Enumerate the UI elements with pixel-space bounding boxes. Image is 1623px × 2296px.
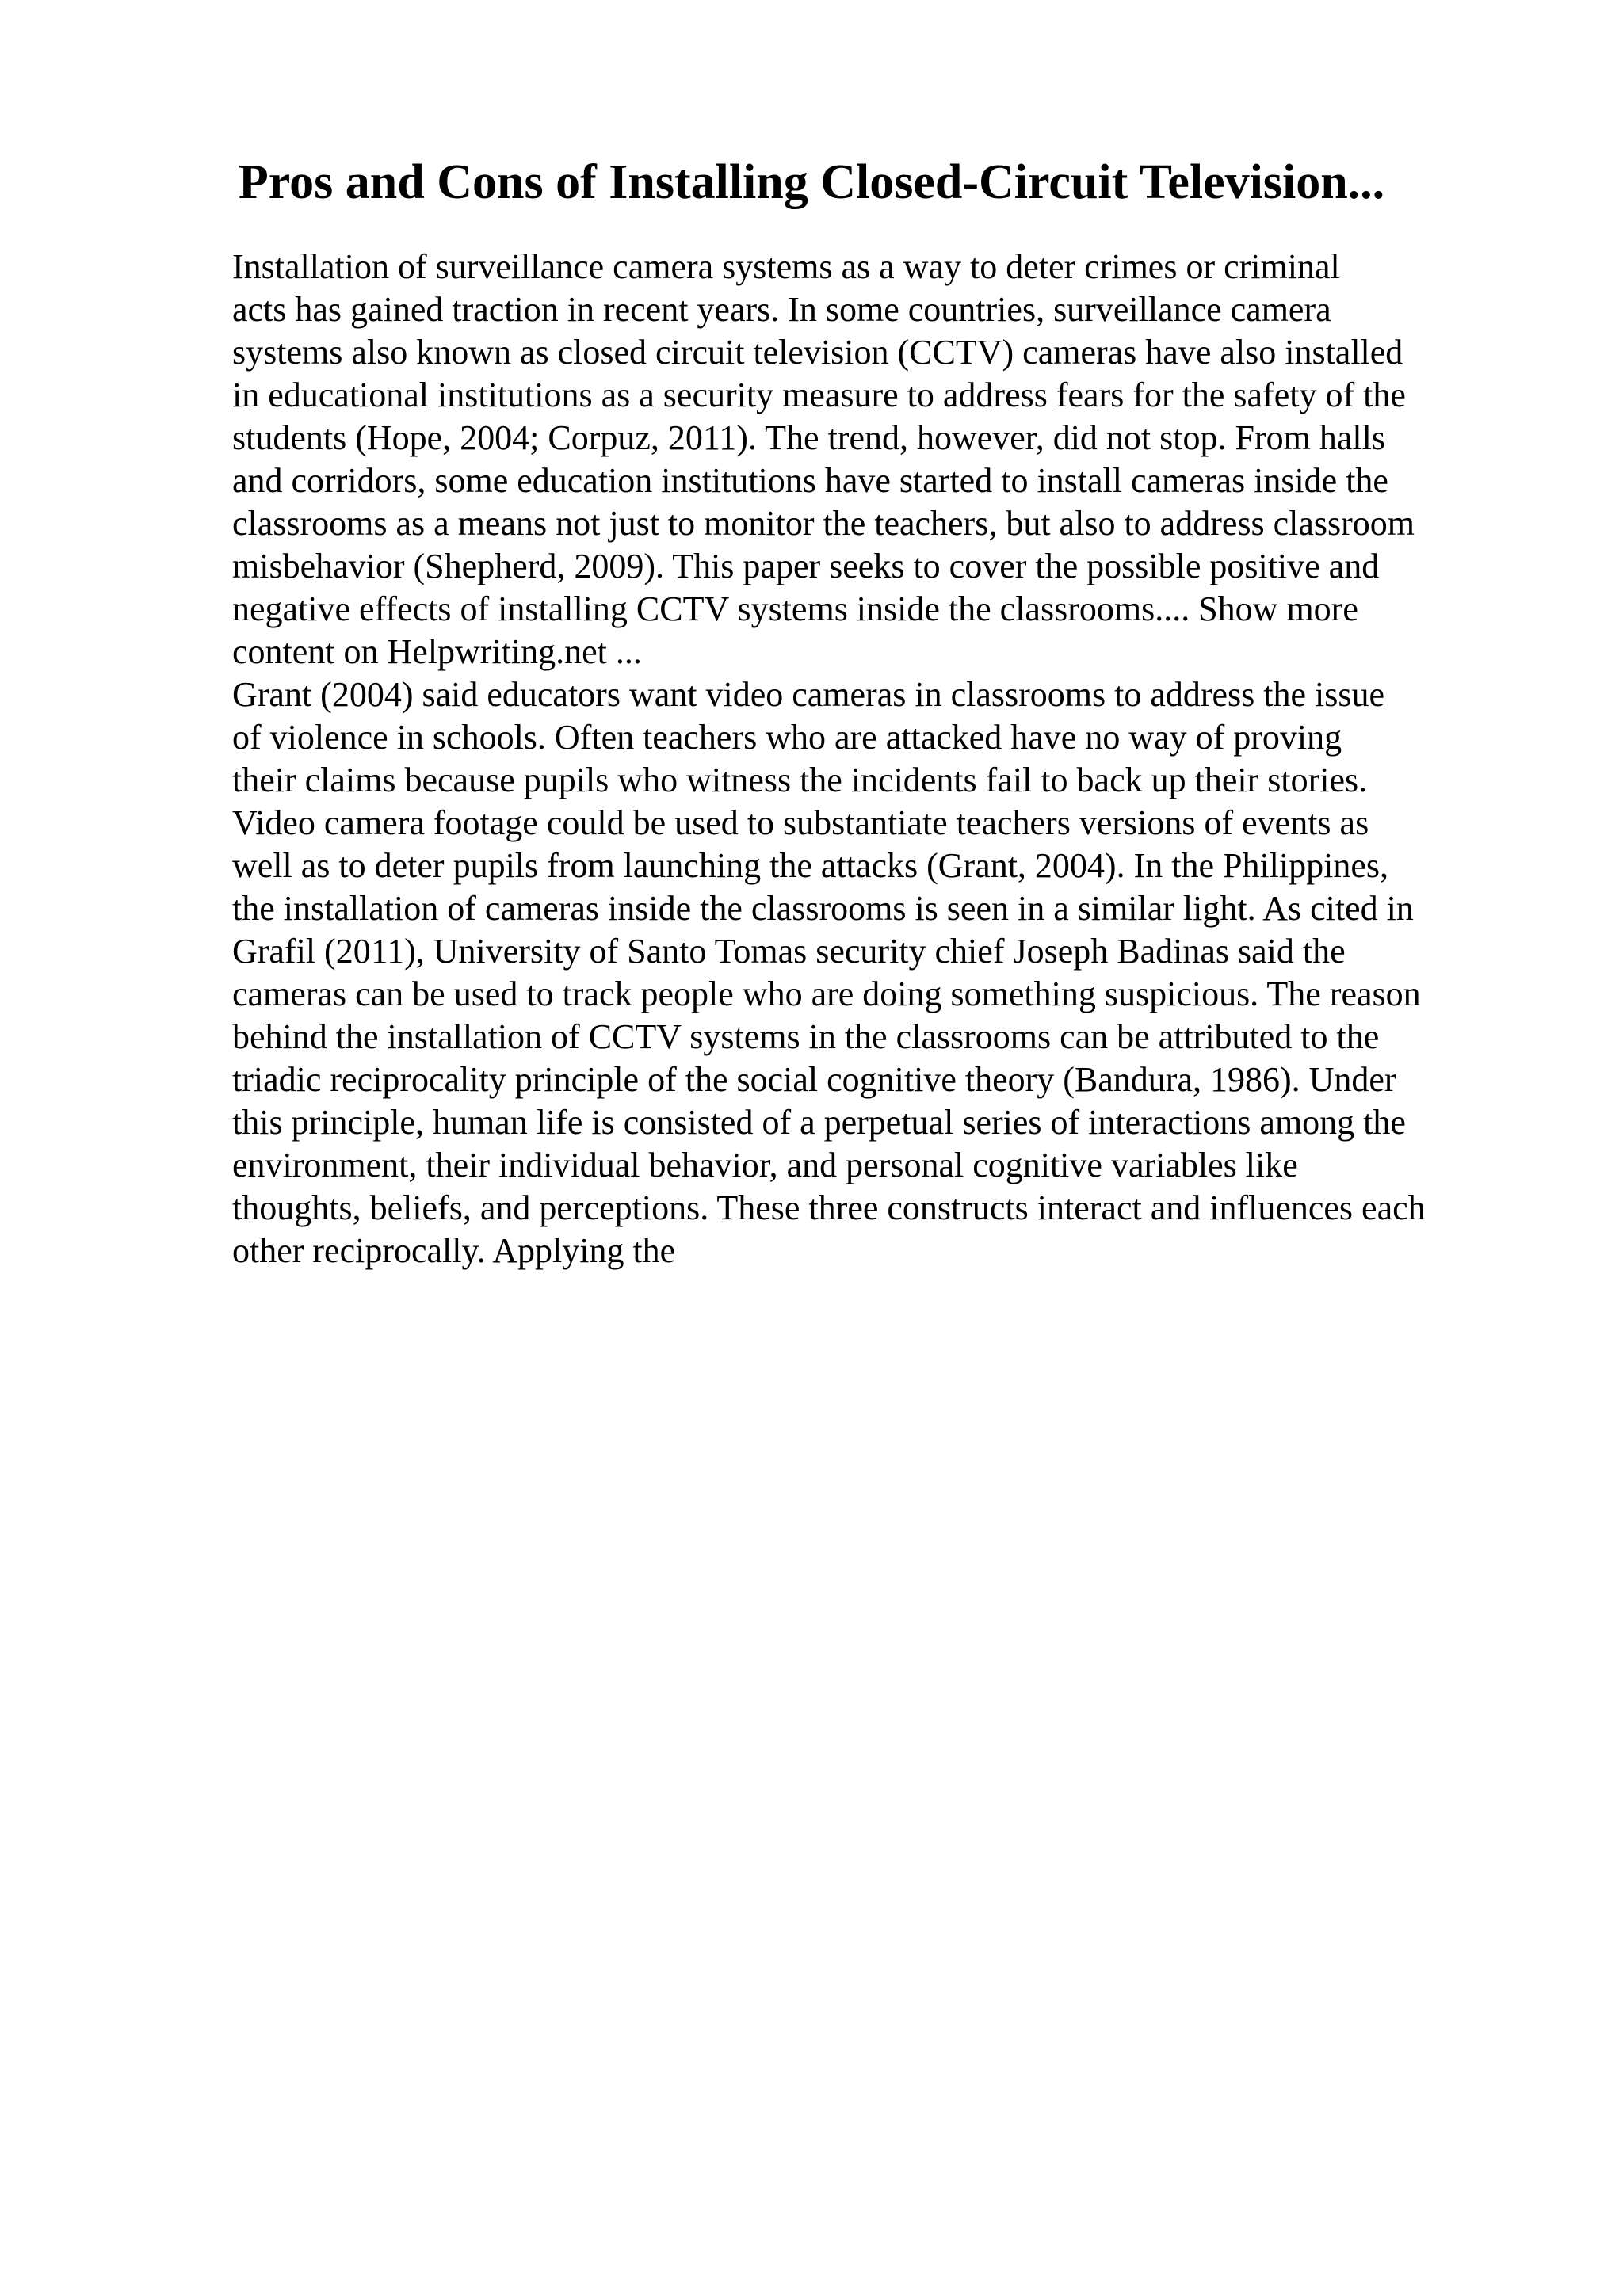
body-line: the installation of cameras inside the classrooms is seen in a similar light. As cited in [232, 889, 1414, 928]
body-line: acts has gained traction in recent years. In some countries, surveillance camera [232, 290, 1331, 329]
body-line: thoughts, beliefs, and perceptions. These three constructs interact and influences each [232, 1188, 1426, 1227]
body-line: other reciprocally. Applying the [232, 1231, 676, 1270]
body-line: Grant (2004) said educators want video cameras in classrooms to address the issue [232, 675, 1385, 714]
body-line: misbehavior (Shepherd, 2009). This paper seeks to cover the possible positive and [232, 547, 1380, 585]
body-line: systems also known as closed circuit television (CCTV) cameras have also installed [232, 333, 1403, 372]
body-line: negative effects of installing CCTV systems inside the classrooms.... Show more [232, 589, 1358, 628]
body-line: triadic reciprocality principle of the social cognitive theory (Bandura, 1986). Under [232, 1060, 1396, 1099]
body-line: students (Hope, 2004; Corpuz, 2011). The trend, however, did not stop. From halls [232, 418, 1385, 457]
body-line: their claims because pupils who witness the incidents fail to back up their stories. [232, 761, 1368, 799]
body-line: environment, their individual behavior, and personal cognitive variables like [232, 1146, 1298, 1184]
body-line: content on Helpwriting.net ... [232, 632, 642, 671]
body-line: of violence in schools. Often teachers who are attacked have no way of proving [232, 718, 1342, 757]
document-title: Pros and Cons of Installing Closed-Circuit Television... [238, 155, 1385, 209]
body-line: cameras can be used to track people who are doing something suspicious. The reason [232, 974, 1421, 1013]
body-line: classrooms as a means not just to monitor the teachers, but also to address classroom [232, 504, 1415, 543]
body-line: behind the installation of CCTV systems in the classrooms can be attributed to the [232, 1017, 1380, 1056]
body-line: this principle, human life is consisted of a perpetual series of interactions among the [232, 1103, 1406, 1142]
body-line: Installation of surveillance camera systems as a way to deter crimes or criminal [232, 247, 1340, 286]
body-line: and corridors, some education institutions have started to install cameras inside the [232, 461, 1388, 500]
body-line: Grafil (2011), University of Santo Tomas security chief Joseph Badinas said the [232, 932, 1346, 971]
body-line: well as to deter pupils from launching the attacks (Grant, 2004). In the Philippines, [232, 846, 1389, 885]
body-line: in educational institutions as a security measure to address fears for the safety of the [232, 376, 1406, 414]
body-line: Video camera footage could be used to substantiate teachers versions of events as [232, 803, 1369, 842]
